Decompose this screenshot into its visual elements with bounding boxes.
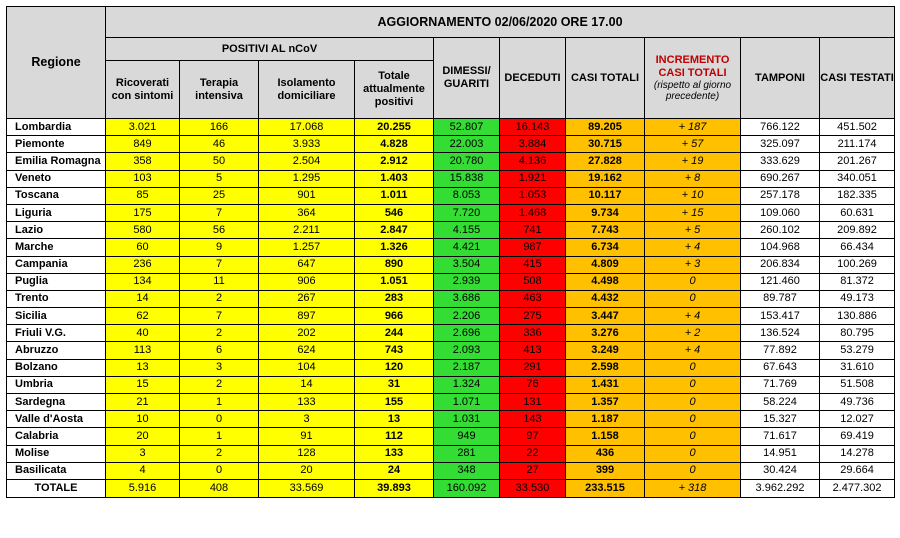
- cell-regione: Puglia: [7, 273, 106, 290]
- cell-terapia: 2: [180, 445, 259, 462]
- cell-deceduti: 4.136: [500, 153, 566, 170]
- table-row: [7, 239, 895, 256]
- cell-totale: 2.912: [355, 153, 434, 170]
- cell-tamponi: 153.417: [741, 308, 820, 325]
- cell-incremento: + 187: [645, 119, 741, 136]
- cell-regione: Trento: [7, 290, 106, 307]
- header-regione: Regione: [7, 7, 106, 119]
- cell-incremento: 0: [645, 290, 741, 307]
- cell-incremento: 0: [645, 394, 741, 411]
- covid-table: [6, 6, 895, 498]
- cell-terapia: 2: [180, 290, 259, 307]
- cell-incremento: + 4: [645, 342, 741, 359]
- cell-terapia: 0: [180, 462, 259, 479]
- cell-casi: 3.276: [566, 325, 645, 342]
- cell-testati: 81.372: [820, 273, 895, 290]
- cell-dimessi: 2.093: [434, 342, 500, 359]
- table-row: [7, 256, 895, 273]
- cell-incremento: 0: [645, 376, 741, 393]
- table-row: [7, 445, 895, 462]
- totale-terapia: 408: [180, 479, 259, 497]
- totale-isolamento: 33.569: [259, 479, 355, 497]
- cell-incremento: + 10: [645, 187, 741, 204]
- cell-dimessi: 2.206: [434, 308, 500, 325]
- cell-regione: Basilicata: [7, 462, 106, 479]
- cell-tamponi: 766.122: [741, 119, 820, 136]
- cell-isolamento: 91: [259, 428, 355, 445]
- cell-casi: 1.357: [566, 394, 645, 411]
- cell-dimessi: 1.031: [434, 411, 500, 428]
- cell-incremento: + 19: [645, 153, 741, 170]
- cell-casi: 1.431: [566, 376, 645, 393]
- cell-testati: 60.631: [820, 204, 895, 221]
- cell-dimessi: 52.807: [434, 119, 500, 136]
- cell-isolamento: 1.257: [259, 239, 355, 256]
- cell-incremento: 0: [645, 359, 741, 376]
- cell-dimessi: 949: [434, 428, 500, 445]
- cell-casi: 1.158: [566, 428, 645, 445]
- cell-dimessi: 7.720: [434, 204, 500, 221]
- cell-terapia: 50: [180, 153, 259, 170]
- cell-dimessi: 2.939: [434, 273, 500, 290]
- cell-tamponi: 121.460: [741, 273, 820, 290]
- header-casi-testati: CASI TESTATI: [820, 38, 895, 119]
- cell-ricoverati: 21: [106, 394, 180, 411]
- cell-tamponi: 325.097: [741, 136, 820, 153]
- table-row: [7, 462, 895, 479]
- cell-ricoverati: 85: [106, 187, 180, 204]
- cell-isolamento: 14: [259, 376, 355, 393]
- cell-tamponi: 30.424: [741, 462, 820, 479]
- cell-totale: 31: [355, 376, 434, 393]
- cell-isolamento: 128: [259, 445, 355, 462]
- cell-testati: 211.174: [820, 136, 895, 153]
- cell-testati: 66.434: [820, 239, 895, 256]
- cell-casi: 89.205: [566, 119, 645, 136]
- cell-tamponi: 206.834: [741, 256, 820, 273]
- cell-deceduti: 336: [500, 325, 566, 342]
- cell-ricoverati: 134: [106, 273, 180, 290]
- cell-tamponi: 14.951: [741, 445, 820, 462]
- cell-totale: 20.255: [355, 119, 434, 136]
- totale-row: [7, 479, 895, 497]
- cell-dimessi: 3.504: [434, 256, 500, 273]
- cell-terapia: 7: [180, 204, 259, 221]
- cell-tamponi: 109.060: [741, 204, 820, 221]
- cell-totale: 890: [355, 256, 434, 273]
- cell-tamponi: 257.178: [741, 187, 820, 204]
- cell-regione: Veneto: [7, 170, 106, 187]
- cell-casi: 3.447: [566, 308, 645, 325]
- cell-dimessi: 20.780: [434, 153, 500, 170]
- cell-testati: 451.502: [820, 119, 895, 136]
- cell-casi: 3.249: [566, 342, 645, 359]
- cell-testati: 49.736: [820, 394, 895, 411]
- cell-dimessi: 1.071: [434, 394, 500, 411]
- cell-totale: 283: [355, 290, 434, 307]
- cell-terapia: 56: [180, 222, 259, 239]
- table-row: [7, 273, 895, 290]
- table-row: [7, 376, 895, 393]
- header-totale-positivi: Totale attualmente positivi: [355, 61, 434, 119]
- header-incremento-title: INCREMENTO CASI TOTALI: [655, 54, 730, 79]
- header-isolamento: Isolamento domiciliare: [259, 61, 355, 119]
- table-row: [7, 136, 895, 153]
- cell-terapia: 1: [180, 428, 259, 445]
- cell-testati: 69.419: [820, 428, 895, 445]
- cell-dimessi: 348: [434, 462, 500, 479]
- cell-totale: 1.326: [355, 239, 434, 256]
- cell-ricoverati: 175: [106, 204, 180, 221]
- cell-terapia: 1: [180, 394, 259, 411]
- cell-terapia: 25: [180, 187, 259, 204]
- cell-testati: 14.278: [820, 445, 895, 462]
- totale-casi: 233.515: [566, 479, 645, 497]
- cell-regione: Friuli V.G.: [7, 325, 106, 342]
- cell-deceduti: 22: [500, 445, 566, 462]
- cell-tamponi: 89.787: [741, 290, 820, 307]
- cell-isolamento: 267: [259, 290, 355, 307]
- cell-casi: 9.734: [566, 204, 645, 221]
- cell-deceduti: 1.468: [500, 204, 566, 221]
- cell-casi: 7.743: [566, 222, 645, 239]
- table-row: [7, 394, 895, 411]
- cell-ricoverati: 10: [106, 411, 180, 428]
- cell-ricoverati: 3.021: [106, 119, 180, 136]
- cell-isolamento: 17.068: [259, 119, 355, 136]
- table-row: [7, 411, 895, 428]
- totale-dimessi: 160.092: [434, 479, 500, 497]
- totale-tamponi: 3.962.292: [741, 479, 820, 497]
- cell-regione: Umbria: [7, 376, 106, 393]
- cell-tamponi: 104.968: [741, 239, 820, 256]
- table-row: [7, 222, 895, 239]
- table-row: [7, 153, 895, 170]
- header-terapia: Terapia intensiva: [180, 61, 259, 119]
- cell-terapia: 2: [180, 325, 259, 342]
- table-row: [7, 308, 895, 325]
- cell-isolamento: 20: [259, 462, 355, 479]
- cell-testati: 31.610: [820, 359, 895, 376]
- cell-dimessi: 22.003: [434, 136, 500, 153]
- cell-deceduti: 1.921: [500, 170, 566, 187]
- cell-ricoverati: 113: [106, 342, 180, 359]
- cell-isolamento: 133: [259, 394, 355, 411]
- cell-deceduti: 291: [500, 359, 566, 376]
- cell-casi: 4.498: [566, 273, 645, 290]
- cell-regione: Marche: [7, 239, 106, 256]
- cell-ricoverati: 13: [106, 359, 180, 376]
- cell-tamponi: 333.629: [741, 153, 820, 170]
- cell-totale: 966: [355, 308, 434, 325]
- header-incremento: [645, 38, 741, 119]
- cell-isolamento: 897: [259, 308, 355, 325]
- cell-isolamento: 364: [259, 204, 355, 221]
- cell-testati: 51.508: [820, 376, 895, 393]
- cell-totale: 546: [355, 204, 434, 221]
- cell-tamponi: 58.224: [741, 394, 820, 411]
- cell-deceduti: 97: [500, 428, 566, 445]
- cell-tamponi: 67.643: [741, 359, 820, 376]
- cell-incremento: 0: [645, 411, 741, 428]
- cell-casi: 6.734: [566, 239, 645, 256]
- cell-ricoverati: 60: [106, 239, 180, 256]
- cell-totale: 1.403: [355, 170, 434, 187]
- cell-isolamento: 1.295: [259, 170, 355, 187]
- cell-casi: 399: [566, 462, 645, 479]
- cell-casi: 1.187: [566, 411, 645, 428]
- cell-dimessi: 3.686: [434, 290, 500, 307]
- cell-regione: Calabria: [7, 428, 106, 445]
- cell-casi: 27.828: [566, 153, 645, 170]
- cell-terapia: 3: [180, 359, 259, 376]
- totale-testati: 2.477.302: [820, 479, 895, 497]
- cell-ricoverati: 4: [106, 462, 180, 479]
- cell-ricoverati: 15: [106, 376, 180, 393]
- cell-totale: 244: [355, 325, 434, 342]
- cell-terapia: 7: [180, 256, 259, 273]
- cell-dimessi: 4.421: [434, 239, 500, 256]
- cell-testati: 80.795: [820, 325, 895, 342]
- cell-incremento: + 15: [645, 204, 741, 221]
- cell-terapia: 166: [180, 119, 259, 136]
- cell-dimessi: 8.053: [434, 187, 500, 204]
- cell-ricoverati: 62: [106, 308, 180, 325]
- cell-testati: 12.027: [820, 411, 895, 428]
- cell-regione: Toscana: [7, 187, 106, 204]
- cell-dimessi: 2.696: [434, 325, 500, 342]
- cell-isolamento: 2.211: [259, 222, 355, 239]
- cell-deceduti: 741: [500, 222, 566, 239]
- cell-terapia: 7: [180, 308, 259, 325]
- cell-incremento: 0: [645, 428, 741, 445]
- cell-incremento: + 4: [645, 308, 741, 325]
- cell-isolamento: 647: [259, 256, 355, 273]
- cell-totale: 155: [355, 394, 434, 411]
- cell-ricoverati: 236: [106, 256, 180, 273]
- cell-deceduti: 987: [500, 239, 566, 256]
- cell-dimessi: 4.155: [434, 222, 500, 239]
- cell-regione: Sicilia: [7, 308, 106, 325]
- cell-ricoverati: 580: [106, 222, 180, 239]
- cell-tamponi: 77.892: [741, 342, 820, 359]
- cell-incremento: 0: [645, 273, 741, 290]
- table-row: [7, 290, 895, 307]
- header-tamponi: TAMPONI: [741, 38, 820, 119]
- cell-incremento: + 8: [645, 170, 741, 187]
- totale-incremento: + 318: [645, 479, 741, 497]
- totale-deceduti: 33.530: [500, 479, 566, 497]
- cell-regione: Valle d'Aosta: [7, 411, 106, 428]
- cell-deceduti: 131: [500, 394, 566, 411]
- cell-terapia: 46: [180, 136, 259, 153]
- cell-dimessi: 1.324: [434, 376, 500, 393]
- cell-terapia: 0: [180, 411, 259, 428]
- cell-testati: 49.173: [820, 290, 895, 307]
- table-row: [7, 204, 895, 221]
- cell-deceduti: 415: [500, 256, 566, 273]
- cell-totale: 24: [355, 462, 434, 479]
- cell-casi: 436: [566, 445, 645, 462]
- cell-deceduti: 275: [500, 308, 566, 325]
- table-row: [7, 342, 895, 359]
- table-row: [7, 359, 895, 376]
- cell-deceduti: 27: [500, 462, 566, 479]
- cell-testati: 130.886: [820, 308, 895, 325]
- cell-tamponi: 71.617: [741, 428, 820, 445]
- cell-dimessi: 15.838: [434, 170, 500, 187]
- cell-totale: 1.011: [355, 187, 434, 204]
- cell-regione: Liguria: [7, 204, 106, 221]
- cell-casi: 30.715: [566, 136, 645, 153]
- cell-deceduti: 1.053: [500, 187, 566, 204]
- cell-totale: 13: [355, 411, 434, 428]
- cell-testati: 182.335: [820, 187, 895, 204]
- cell-terapia: 11: [180, 273, 259, 290]
- cell-ricoverati: 849: [106, 136, 180, 153]
- cell-ricoverati: 20: [106, 428, 180, 445]
- cell-ricoverati: 14: [106, 290, 180, 307]
- cell-isolamento: 104: [259, 359, 355, 376]
- covid-report: [6, 6, 894, 498]
- cell-deceduti: 508: [500, 273, 566, 290]
- totale-totale: 39.893: [355, 479, 434, 497]
- cell-testati: 201.267: [820, 153, 895, 170]
- cell-isolamento: 3.933: [259, 136, 355, 153]
- cell-terapia: 5: [180, 170, 259, 187]
- cell-casi: 4.432: [566, 290, 645, 307]
- cell-tamponi: 136.524: [741, 325, 820, 342]
- cell-totale: 120: [355, 359, 434, 376]
- cell-regione: Sardegna: [7, 394, 106, 411]
- cell-incremento: 0: [645, 445, 741, 462]
- cell-incremento: + 57: [645, 136, 741, 153]
- cell-dimessi: 281: [434, 445, 500, 462]
- cell-incremento: + 2: [645, 325, 741, 342]
- report-title: AGGIORNAMENTO 02/06/2020 ORE 17.00: [106, 7, 895, 38]
- cell-incremento: + 5: [645, 222, 741, 239]
- cell-deceduti: 413: [500, 342, 566, 359]
- totale-ricoverati: 5.916: [106, 479, 180, 497]
- cell-regione: Bolzano: [7, 359, 106, 376]
- table-row: [7, 428, 895, 445]
- cell-testati: 100.269: [820, 256, 895, 273]
- table-row: [7, 325, 895, 342]
- cell-deceduti: 143: [500, 411, 566, 428]
- cell-isolamento: 2.504: [259, 153, 355, 170]
- header-dimessi: DIMESSI/ GUARITI: [434, 38, 500, 119]
- cell-regione: Lazio: [7, 222, 106, 239]
- cell-regione: Molise: [7, 445, 106, 462]
- cell-regione: Abruzzo: [7, 342, 106, 359]
- cell-regione: Campania: [7, 256, 106, 273]
- table-body: [7, 119, 895, 498]
- header-deceduti: DECEDUTI: [500, 38, 566, 119]
- cell-regione: Emilia Romagna: [7, 153, 106, 170]
- header-ricoverati: Ricoverati con sintomi: [106, 61, 180, 119]
- table-row: [7, 119, 895, 136]
- cell-totale: 112: [355, 428, 434, 445]
- cell-ricoverati: 358: [106, 153, 180, 170]
- cell-totale: 2.847: [355, 222, 434, 239]
- cell-tamponi: 15.327: [741, 411, 820, 428]
- header-positivi-group: POSITIVI AL nCoV: [106, 38, 434, 61]
- cell-casi: 4.809: [566, 256, 645, 273]
- cell-isolamento: 3: [259, 411, 355, 428]
- header-casi-totali: CASI TOTALI: [566, 38, 645, 119]
- cell-isolamento: 906: [259, 273, 355, 290]
- cell-ricoverati: 103: [106, 170, 180, 187]
- table-row: [7, 170, 895, 187]
- cell-ricoverati: 40: [106, 325, 180, 342]
- totale-regione: TOTALE: [7, 479, 106, 497]
- cell-regione: Lombardia: [7, 119, 106, 136]
- cell-deceduti: 16.143: [500, 119, 566, 136]
- cell-totale: 133: [355, 445, 434, 462]
- cell-casi: 19.162: [566, 170, 645, 187]
- cell-deceduti: 76: [500, 376, 566, 393]
- cell-testati: 340.051: [820, 170, 895, 187]
- cell-incremento: 0: [645, 462, 741, 479]
- cell-isolamento: 901: [259, 187, 355, 204]
- cell-totale: 1.051: [355, 273, 434, 290]
- cell-isolamento: 202: [259, 325, 355, 342]
- table-row: [7, 187, 895, 204]
- cell-terapia: 6: [180, 342, 259, 359]
- cell-testati: 53.279: [820, 342, 895, 359]
- cell-totale: 743: [355, 342, 434, 359]
- cell-dimessi: 2.187: [434, 359, 500, 376]
- cell-incremento: + 3: [645, 256, 741, 273]
- cell-testati: 209.892: [820, 222, 895, 239]
- cell-tamponi: 260.102: [741, 222, 820, 239]
- cell-totale: 4.828: [355, 136, 434, 153]
- cell-regione: Piemonte: [7, 136, 106, 153]
- cell-terapia: 9: [180, 239, 259, 256]
- cell-terapia: 2: [180, 376, 259, 393]
- cell-tamponi: 71.769: [741, 376, 820, 393]
- cell-tamponi: 690.267: [741, 170, 820, 187]
- cell-incremento: + 4: [645, 239, 741, 256]
- cell-deceduti: 463: [500, 290, 566, 307]
- cell-testati: 29.664: [820, 462, 895, 479]
- cell-deceduti: 3.884: [500, 136, 566, 153]
- cell-isolamento: 624: [259, 342, 355, 359]
- cell-casi: 10.117: [566, 187, 645, 204]
- cell-casi: 2.598: [566, 359, 645, 376]
- cell-ricoverati: 3: [106, 445, 180, 462]
- header-incremento-sub: (rispetto al giorno precedente): [653, 80, 732, 102]
